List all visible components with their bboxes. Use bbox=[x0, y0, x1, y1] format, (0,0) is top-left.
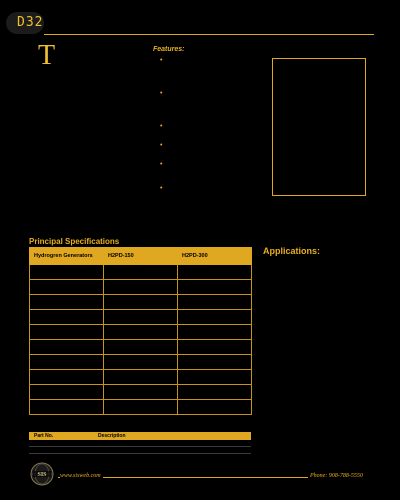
table-row bbox=[30, 280, 252, 295]
table-cell bbox=[30, 325, 104, 340]
table-cell bbox=[178, 265, 252, 280]
table-cell bbox=[104, 385, 178, 400]
table-cell bbox=[30, 280, 104, 295]
table-cell bbox=[104, 355, 178, 370]
column-header: Hydrogren Generators bbox=[30, 248, 104, 265]
feature-bullet: • bbox=[160, 161, 163, 168]
table-cell bbox=[30, 340, 104, 355]
table-cell bbox=[30, 370, 104, 385]
table-header-row bbox=[30, 248, 252, 265]
specifications-heading: Principal Specifications bbox=[29, 237, 120, 246]
feature-bullet: • bbox=[160, 57, 163, 64]
table-cell bbox=[30, 385, 104, 400]
table-cell bbox=[178, 385, 252, 400]
table-cell bbox=[104, 340, 178, 355]
table-cell bbox=[104, 325, 178, 340]
description-header: Description bbox=[98, 433, 126, 439]
document-code: D32 bbox=[17, 15, 44, 30]
table-cell bbox=[178, 325, 252, 340]
logo-text: SIS bbox=[37, 472, 47, 478]
column-header: H2PD-300 bbox=[178, 248, 252, 265]
table-cell bbox=[178, 295, 252, 310]
table-cell bbox=[178, 310, 252, 325]
sis-logo bbox=[30, 462, 54, 488]
table-cell bbox=[178, 280, 252, 295]
table-cell bbox=[178, 400, 252, 415]
table-cell bbox=[178, 370, 252, 385]
table-row bbox=[30, 265, 252, 280]
feature-bullet: • bbox=[160, 123, 163, 130]
column-header: H2PD-150 bbox=[104, 248, 178, 265]
table-cell bbox=[30, 295, 104, 310]
table-row bbox=[30, 400, 252, 415]
table-row bbox=[30, 295, 252, 310]
parts-row-divider bbox=[29, 453, 251, 454]
applications-heading: Applications: bbox=[263, 246, 321, 256]
phone-number: Phone: 908-788-5550 bbox=[310, 473, 363, 479]
title-letter: T bbox=[38, 40, 56, 71]
specifications-body bbox=[30, 265, 252, 415]
table-row bbox=[30, 310, 252, 325]
table-cell bbox=[104, 400, 178, 415]
feature-bullet: • bbox=[160, 90, 163, 97]
product-image-frame bbox=[272, 58, 366, 196]
table-row bbox=[30, 355, 252, 370]
table-cell bbox=[30, 265, 104, 280]
table-cell bbox=[104, 295, 178, 310]
table-cell bbox=[178, 340, 252, 355]
table-cell bbox=[104, 265, 178, 280]
table-cell bbox=[104, 310, 178, 325]
website-url: www.sisweb.com bbox=[60, 473, 101, 479]
table-cell bbox=[30, 355, 104, 370]
top-divider bbox=[44, 34, 374, 35]
feature-bullet: • bbox=[160, 185, 163, 192]
feature-bullet: • bbox=[160, 142, 163, 149]
table-cell bbox=[178, 355, 252, 370]
parts-row-divider bbox=[29, 446, 251, 447]
table-cell bbox=[30, 310, 104, 325]
table-row bbox=[30, 325, 252, 340]
part-number-header: Part No. bbox=[34, 433, 54, 439]
specifications-table bbox=[29, 247, 252, 415]
table-cell bbox=[104, 280, 178, 295]
table-cell bbox=[30, 400, 104, 415]
table-row bbox=[30, 340, 252, 355]
parts-header bbox=[29, 432, 251, 440]
table-row bbox=[30, 385, 252, 400]
features-heading: Features: bbox=[153, 46, 185, 53]
table-cell bbox=[104, 370, 178, 385]
table-row bbox=[30, 370, 252, 385]
